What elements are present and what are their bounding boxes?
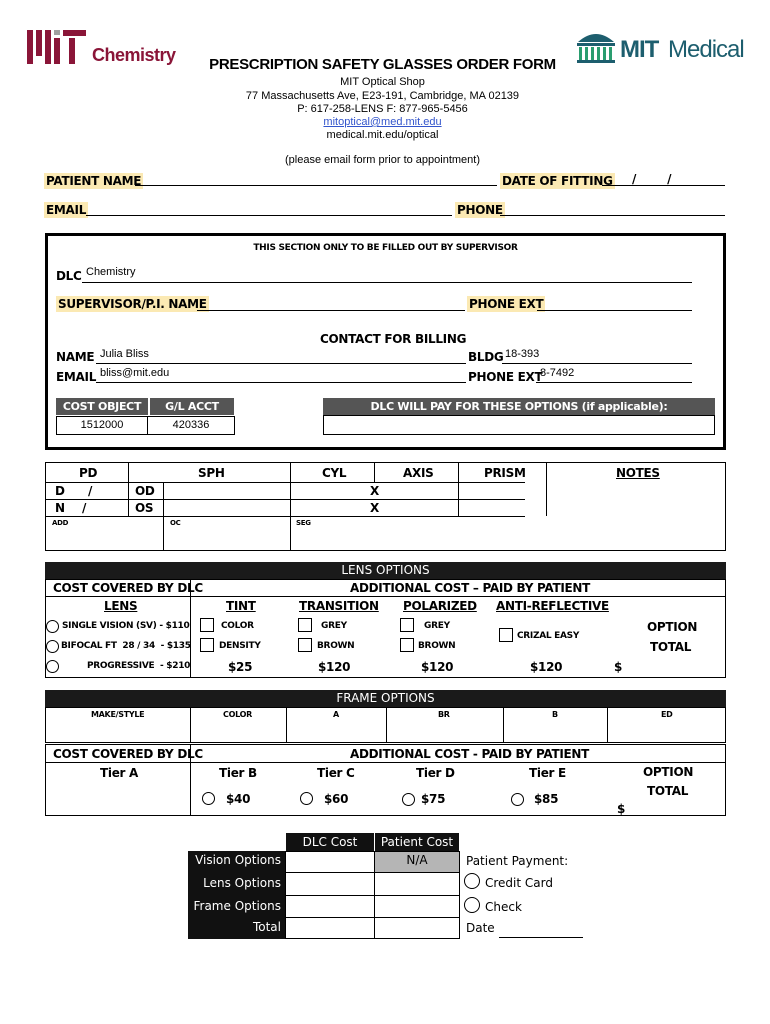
- rx-os-x: X: [370, 501, 379, 515]
- tint-density-label: DENSITY: [219, 641, 261, 651]
- tier-c-label: Tier C: [317, 766, 355, 780]
- frame-total-dollar[interactable]: $: [617, 802, 626, 816]
- cost-object-header: COST OBJECT: [56, 398, 148, 415]
- patient-cost-vision-na: N/A: [406, 853, 428, 867]
- frame-a: A: [333, 710, 339, 719]
- credit-card-radio[interactable]: [464, 873, 480, 889]
- dlc-will-pay-field[interactable]: [323, 415, 715, 435]
- tier-d-label: Tier D: [416, 766, 455, 780]
- tier-c-radio[interactable]: [300, 792, 313, 805]
- medical-logo-text: Medical: [668, 36, 744, 63]
- lens-covered-label: COST COVERED BY DLC: [53, 581, 203, 595]
- single-vision-label: SINGLE VISION (SV) - $110: [62, 621, 190, 631]
- billing-name-label: NAME: [56, 350, 95, 364]
- mit-logo-mark: [27, 30, 87, 64]
- rx-cyl: CYL: [322, 466, 347, 480]
- tier-d-price: $75: [421, 792, 446, 806]
- summary-header-dlc: DLC Cost: [286, 833, 374, 851]
- billing-heading: CONTACT FOR BILLING: [320, 332, 467, 346]
- dlc-value[interactable]: Chemistry: [86, 266, 136, 278]
- frame-color: COLOR: [223, 710, 252, 719]
- supervisor-pi-label: SUPERVISOR/P.I. NAME: [58, 297, 207, 311]
- payment-date-label: Date: [466, 921, 495, 935]
- anti-reflective-price: $120: [530, 660, 563, 674]
- medical-logo-mark: MIT: [620, 36, 659, 63]
- tier-e-radio[interactable]: [511, 793, 524, 806]
- frame-option-total-line2: TOTAL: [647, 784, 689, 798]
- tier-a-label: Tier A: [100, 766, 139, 780]
- frame-option-total-line1: OPTION: [643, 765, 694, 779]
- billing-bldg-field: [502, 363, 692, 364]
- tint-price: $25: [228, 660, 253, 674]
- tier-b-price: $40: [226, 792, 251, 806]
- frame-b: B: [552, 710, 558, 719]
- patient-cost-frame-cell[interactable]: [374, 895, 460, 918]
- billing-name-value[interactable]: Julia Bliss: [100, 348, 149, 360]
- patient-name-label: PATIENT NAME: [46, 174, 142, 188]
- transition-brown-checkbox[interactable]: [298, 638, 312, 652]
- rx-od: OD: [135, 484, 155, 498]
- supervisor-heading: THIS SECTION ONLY TO BE FILLED OUT BY SUPERVISOR: [253, 243, 518, 253]
- tier-b-label: Tier B: [219, 766, 257, 780]
- transition-price: $120: [318, 660, 351, 674]
- progressive-radio[interactable]: [46, 660, 59, 673]
- dlc-cost-total-cell[interactable]: [285, 917, 375, 939]
- polarized-brown-checkbox[interactable]: [400, 638, 414, 652]
- patient-name-field[interactable]: [135, 185, 497, 186]
- progressive-label: PROGRESSIVE - $210: [87, 661, 191, 671]
- crizal-easy-checkbox[interactable]: [499, 628, 513, 642]
- billing-bldg-value[interactable]: 18-393: [505, 348, 540, 360]
- billing-email-label: EMAIL: [56, 370, 97, 384]
- rx-os: OS: [135, 501, 154, 515]
- billing-phone-ext-label: PHONE EXT: [468, 370, 543, 384]
- frame-covered-label: COST COVERED BY DLC: [53, 747, 203, 761]
- gl-acct-header: G/L ACCT: [150, 398, 234, 415]
- shop-website: medical.mit.edu/optical: [326, 129, 439, 141]
- cost-object-value[interactable]: 1512000: [80, 419, 124, 431]
- billing-email-value[interactable]: bliss@mit.edu: [100, 367, 170, 379]
- rx-d-slash: /: [88, 484, 93, 498]
- lens-option-total-line1: OPTION: [647, 620, 698, 634]
- rx-seg: SEG: [296, 519, 311, 527]
- phone-label: PHONE: [457, 203, 503, 217]
- polarized-grey-label: GREY: [424, 621, 450, 631]
- summary-header-patient: Patient Cost: [375, 833, 459, 851]
- patient-cost-total-cell[interactable]: [374, 917, 460, 939]
- bifocal-radio[interactable]: [46, 640, 59, 653]
- single-vision-radio[interactable]: [46, 620, 59, 633]
- supervisor-pi-field[interactable]: [197, 310, 465, 311]
- form-title: PRESCRIPTION SAFETY GLASSES ORDER FORM: [209, 56, 556, 73]
- dlc-label: DLC: [56, 269, 82, 283]
- dlc-cost-frame-cell[interactable]: [285, 895, 375, 918]
- polarized-grey-checkbox[interactable]: [400, 618, 414, 632]
- tint-color-label: COLOR: [221, 621, 254, 631]
- rx-oc: OC: [170, 519, 181, 527]
- tint-col-header: TINT: [226, 599, 256, 613]
- summary-row-lens: Lens Options: [203, 876, 281, 890]
- gl-acct-value[interactable]: 420336: [172, 419, 210, 431]
- rx-d: D: [55, 484, 65, 498]
- rx-prism: PRISM: [484, 466, 526, 480]
- check-label: Check: [485, 900, 522, 914]
- date-of-fitting-label: DATE OF FITTING: [502, 174, 613, 188]
- chemistry-logo-text: Chemistry: [92, 45, 176, 65]
- billing-name-field: [96, 363, 466, 364]
- billing-bldg-label: BLDG: [468, 350, 504, 364]
- date-slashes: / /: [632, 172, 672, 186]
- email-label: EMAIL: [46, 203, 87, 217]
- mit-medical-logo: [575, 28, 745, 66]
- dlc-field: [82, 282, 692, 283]
- summary-row-vision: Vision Options: [195, 853, 281, 867]
- billing-phone-ext-field: [536, 382, 692, 383]
- frame-additional-label: ADDITIONAL COST - PAID BY PATIENT: [350, 747, 590, 761]
- shop-name: MIT Optical Shop: [340, 76, 425, 88]
- mit-chemistry-logo: [27, 30, 182, 68]
- tier-e-price: $85: [534, 792, 559, 806]
- shop-email-link[interactable]: mitoptical@med.mit.edu: [323, 116, 442, 128]
- tint-density-checkbox[interactable]: [200, 638, 214, 652]
- frame-options-bar: FRAME OPTIONS: [45, 690, 726, 707]
- phone-field[interactable]: [500, 215, 725, 216]
- dlc-cost-lens-cell[interactable]: [285, 872, 375, 896]
- payment-date-field[interactable]: [499, 937, 583, 938]
- transition-brown-label: BROWN: [317, 641, 355, 651]
- tier-c-price: $60: [324, 792, 349, 806]
- shop-phone-fax: P: 617-258-LENS F: 877-965-5456: [297, 103, 468, 115]
- check-radio[interactable]: [464, 897, 480, 913]
- supervisor-phone-ext-label: PHONE EXT: [469, 297, 544, 311]
- transition-col-header: TRANSITION: [299, 599, 379, 613]
- rx-od-x: X: [370, 484, 379, 498]
- rx-n: N: [55, 501, 65, 515]
- billing-email-field: [96, 382, 466, 383]
- rx-sph: SPH: [198, 466, 225, 480]
- dlc-cost-vision-cell[interactable]: [285, 851, 375, 873]
- credit-card-label: Credit Card: [485, 876, 553, 890]
- email-field[interactable]: [86, 215, 452, 216]
- lens-col-header: LENS: [104, 599, 138, 613]
- polarized-brown-label: BROWN: [418, 641, 456, 651]
- lens-options-bar: LENS OPTIONS: [45, 562, 726, 579]
- supervisor-phone-ext-field[interactable]: [537, 310, 692, 311]
- tier-b-radio[interactable]: [202, 792, 215, 805]
- patient-cost-lens-cell[interactable]: [374, 872, 460, 896]
- lens-option-total-line2: TOTAL: [650, 640, 692, 654]
- rx-n-slash: /: [82, 501, 87, 515]
- transition-grey-checkbox[interactable]: [298, 618, 312, 632]
- rx-axis: AXIS: [403, 466, 434, 480]
- lens-additional-label: ADDITIONAL COST – PAID BY PATIENT: [350, 581, 591, 595]
- shop-address: 77 Massachusetts Ave, E23-191, Cambridge, MA 02139: [245, 90, 520, 102]
- rx-notes: NOTES: [616, 466, 660, 480]
- frame-make-style: MAKE/STYLE: [91, 710, 145, 719]
- anti-reflective-col-header: ANTI-REFLECTIVE: [496, 599, 609, 613]
- lens-total-dollar[interactable]: $: [614, 660, 623, 674]
- summary-row-frame: Frame Options: [193, 899, 281, 913]
- patient-payment-label: Patient Payment:: [466, 854, 569, 868]
- billing-phone-ext-value[interactable]: 8-7492: [540, 367, 575, 379]
- frame-ed: ED: [661, 710, 673, 719]
- transition-grey-label: GREY: [321, 621, 347, 631]
- email-note: (please email form prior to appointment): [284, 154, 481, 166]
- rx-add: ADD: [52, 519, 69, 527]
- polarized-price: $120: [421, 660, 454, 674]
- crizal-easy-label: CRIZAL EASY: [517, 631, 580, 641]
- polarized-col-header: POLARIZED: [403, 599, 477, 613]
- dlc-will-pay-header: DLC WILL PAY FOR THESE OPTIONS (if applicable):: [323, 398, 715, 415]
- bifocal-label: BIFOCAL FT 28 / 34 - $135: [61, 641, 191, 651]
- tier-e-label: Tier E: [529, 766, 566, 780]
- summary-row-total: Total: [252, 920, 281, 934]
- rx-pd: PD: [79, 466, 98, 480]
- tint-color-checkbox[interactable]: [200, 618, 214, 632]
- frame-br: BR: [438, 710, 450, 719]
- tier-d-radio[interactable]: [402, 793, 415, 806]
